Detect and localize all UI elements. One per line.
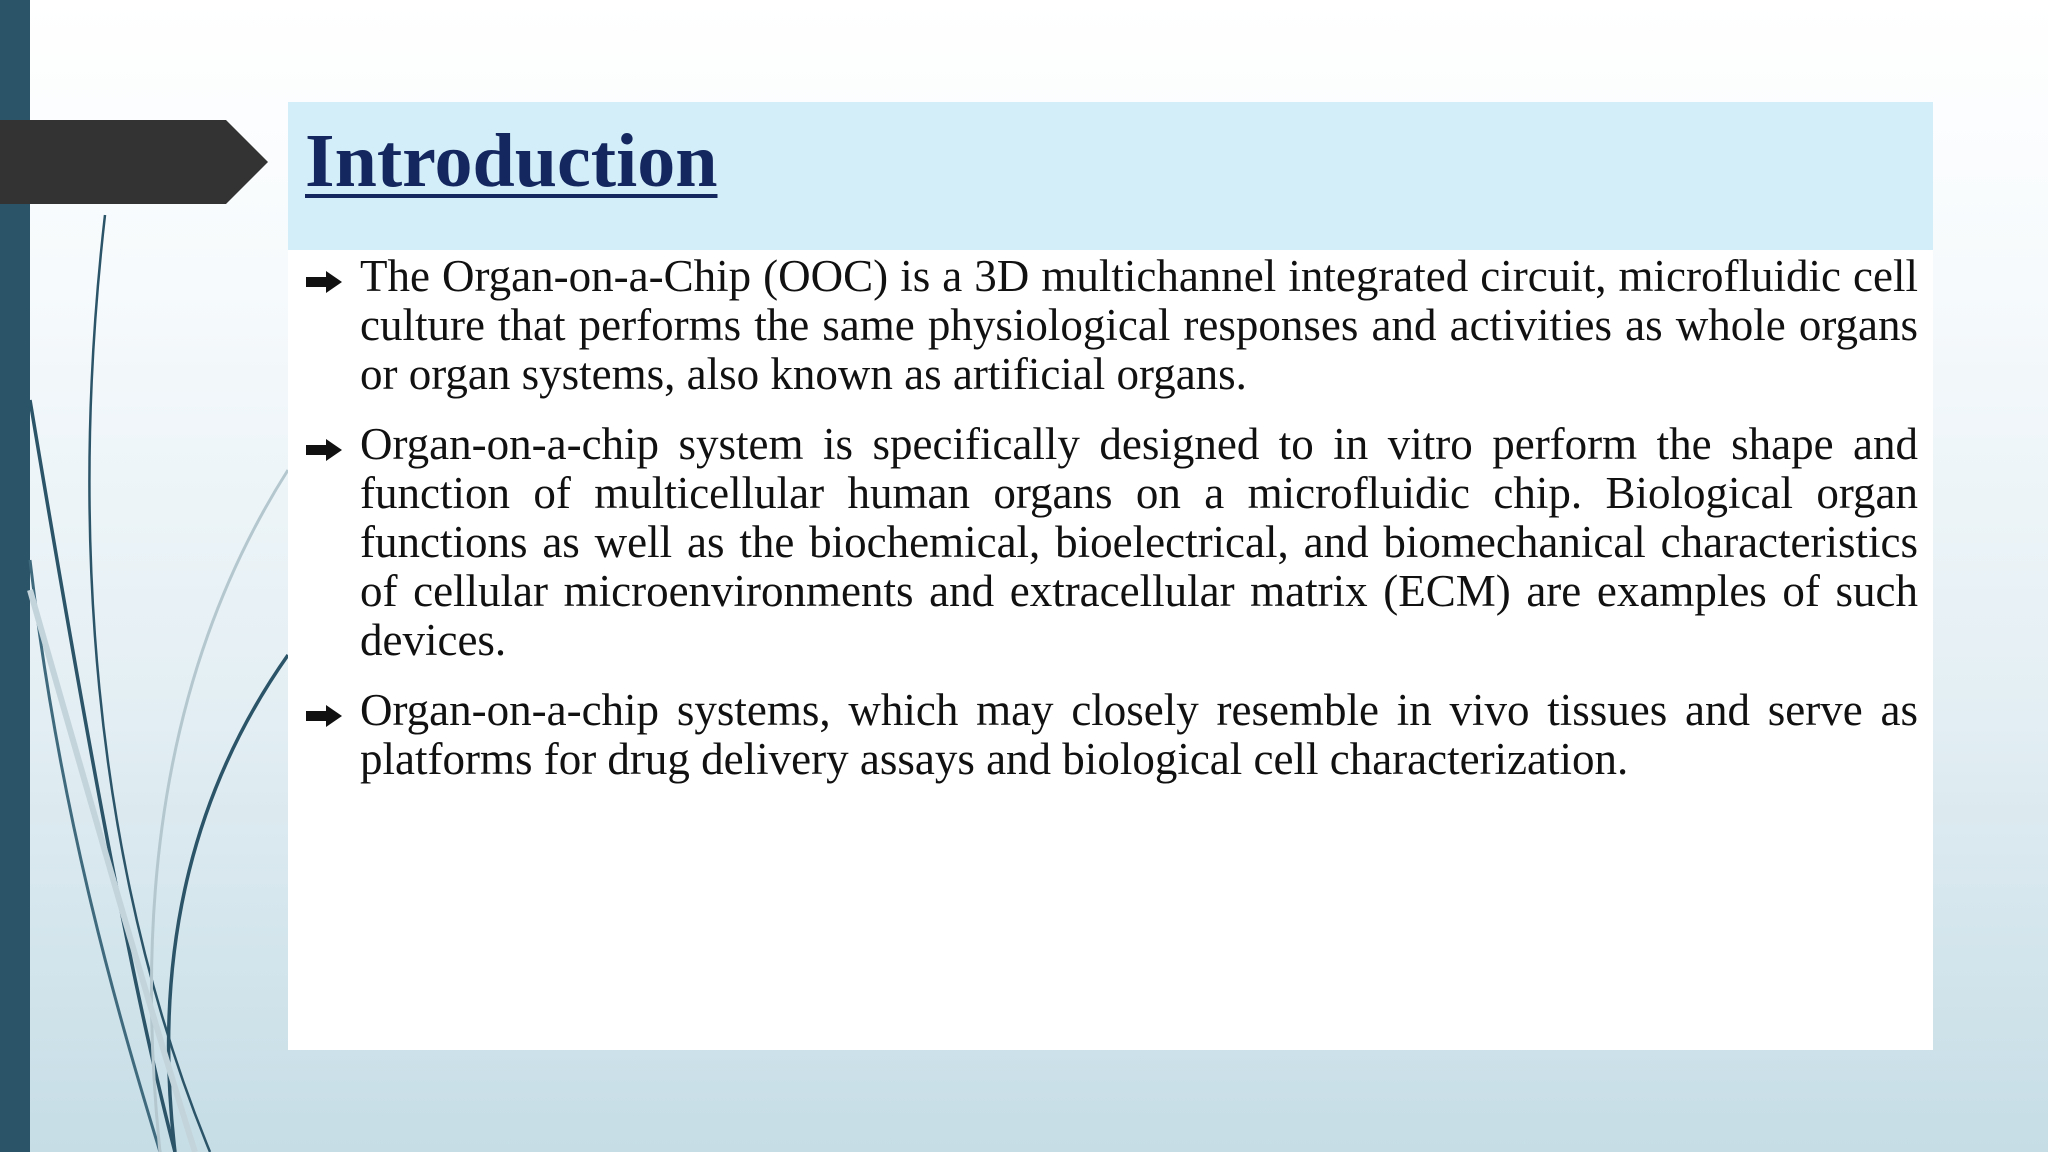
arrow-right-icon	[306, 270, 342, 294]
arrow-right-icon	[306, 704, 342, 728]
bullet-text: The Organ-on-a-Chip (OOC) is a 3D multichannel integrated circuit, microfluidic cell culture that performs the same physiological responses and activities as whole organs or organ systems, also known as artificial organs.	[360, 251, 1918, 399]
bullet-item	[306, 686, 1918, 784]
bullet-item	[306, 420, 1918, 665]
bullet-text: Organ-on-a-chip system is specifically designed to in vitro perform the shape and function of multicellular human organs on a microfluidic chip. Biological organ functions as well as the biochemical, bioelectrical, and biomechanical characteristics of cellular microenvironments and extracellular matrix (ECM) are examples of such devices.	[360, 419, 1918, 665]
content-panel	[288, 102, 1933, 1050]
title-band	[288, 102, 1933, 250]
bullet-item	[306, 252, 1918, 399]
arrow-right-icon	[306, 438, 342, 462]
bullet-text: Organ-on-a-chip systems, which may closely resemble in vivo tissues and serve as platforms for drug delivery assays and biological cell characterization.	[360, 685, 1918, 784]
bullet-list	[306, 252, 1918, 805]
slide-title: Introduction	[305, 119, 718, 203]
title-arrow-tab	[0, 120, 268, 204]
